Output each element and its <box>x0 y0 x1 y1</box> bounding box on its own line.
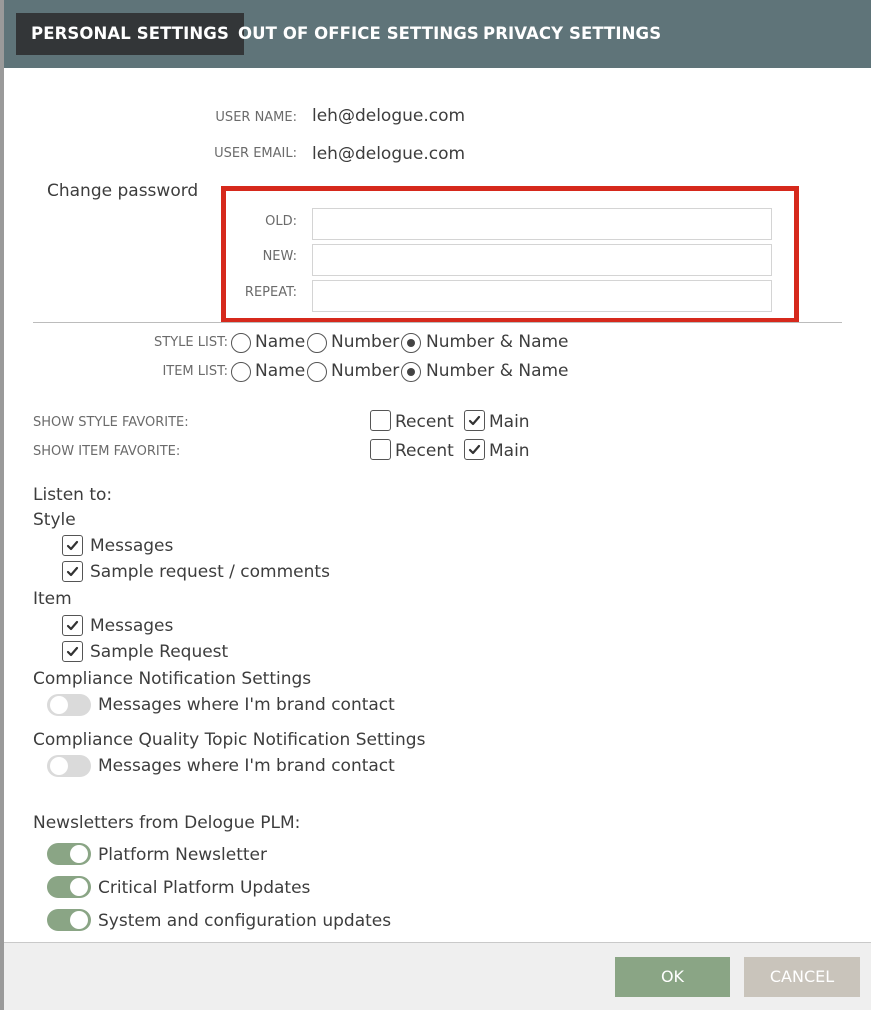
style-list-number-radio[interactable] <box>307 333 327 353</box>
section-divider <box>33 322 842 323</box>
show-item-favorite-label: SHOW ITEM FAVORITE: <box>33 444 181 459</box>
newsletters-title: Newsletters from Delogue PLM: <box>33 813 301 833</box>
old-password-label: OLD: <box>265 214 297 229</box>
radio-selected-dot <box>407 339 415 347</box>
compliance-notification-title: Compliance Notification Settings <box>33 669 312 689</box>
checkmark-icon <box>66 539 79 552</box>
ok-button[interactable]: OK <box>615 957 730 997</box>
platform-newsletter-label: Platform Newsletter <box>98 845 267 865</box>
checkmark-icon <box>468 414 481 427</box>
toggle-knob <box>70 845 88 863</box>
system-configuration-updates-toggle[interactable] <box>47 909 91 931</box>
tab-privacy-settings[interactable]: PRIVACY SETTINGS <box>483 24 662 43</box>
style-list-name-radio[interactable] <box>231 333 251 353</box>
new-password-label: NEW: <box>262 249 297 264</box>
toggle-knob <box>50 696 68 714</box>
style-sample-request-checkbox[interactable] <box>62 561 83 582</box>
platform-newsletter-toggle[interactable] <box>47 843 91 865</box>
tab-personal-settings[interactable]: PERSONAL SETTINGS <box>16 13 244 55</box>
item-list-number-label: Number <box>331 361 400 381</box>
item-favorite-recent-label: Recent <box>395 441 454 461</box>
listen-style-title: Style <box>33 510 76 530</box>
style-sample-request-label: Sample request / comments <box>90 562 330 582</box>
cancel-button[interactable]: CANCEL <box>744 957 860 997</box>
style-favorite-recent-label: Recent <box>395 412 454 432</box>
style-list-number-name-label: Number & Name <box>426 332 569 352</box>
toggle-knob <box>70 878 88 896</box>
item-sample-request-checkbox[interactable] <box>62 641 83 662</box>
listen-to-title: Listen to: <box>33 485 113 505</box>
item-favorite-main-checkbox[interactable] <box>464 439 485 460</box>
show-style-favorite-label: SHOW STYLE FAVORITE: <box>33 415 189 430</box>
dialog-footer <box>4 942 871 1010</box>
style-list-name-label: Name <box>255 332 306 352</box>
style-favorite-recent-checkbox[interactable] <box>370 410 391 431</box>
compliance-brand-contact-label: Messages where I'm brand contact <box>98 695 395 715</box>
compliance-quality-title: Compliance Quality Topic Notification Settings <box>33 730 426 750</box>
style-favorite-main-label: Main <box>489 412 530 432</box>
repeat-password-label: REPEAT: <box>244 285 297 300</box>
user-name-value: leh@delogue.com <box>312 106 466 126</box>
item-list-number-radio[interactable] <box>307 362 327 382</box>
style-messages-checkbox[interactable] <box>62 535 83 556</box>
checkmark-icon <box>468 443 481 456</box>
settings-dialog <box>4 0 871 1010</box>
system-configuration-updates-label: System and configuration updates <box>98 911 392 931</box>
toggle-knob <box>70 911 88 929</box>
tab-out-of-office-settings[interactable]: OUT OF OFFICE SETTINGS <box>238 24 479 43</box>
checkmark-icon <box>66 645 79 658</box>
compliance-quality-brand-contact-toggle[interactable] <box>47 755 91 777</box>
change-password-title: Change password <box>47 181 199 201</box>
checkmark-icon <box>66 565 79 578</box>
style-list-number-name-radio[interactable] <box>401 333 421 353</box>
user-email-value: leh@delogue.com <box>312 144 466 164</box>
compliance-brand-contact-toggle[interactable] <box>47 694 91 716</box>
listen-item-title: Item <box>33 589 72 609</box>
style-messages-label: Messages <box>90 536 174 556</box>
style-list-label: STYLE LIST: <box>154 335 228 350</box>
critical-platform-updates-label: Critical Platform Updates <box>98 878 311 898</box>
checkmark-icon <box>66 619 79 632</box>
compliance-quality-brand-contact-label: Messages where I'm brand contact <box>98 756 395 776</box>
item-messages-label: Messages <box>90 616 174 636</box>
item-list-number-name-label: Number & Name <box>426 361 569 381</box>
user-email-label: USER EMAIL: <box>214 146 297 161</box>
style-favorite-main-checkbox[interactable] <box>464 410 485 431</box>
item-favorite-main-label: Main <box>489 441 530 461</box>
item-messages-checkbox[interactable] <box>62 615 83 636</box>
item-list-name-label: Name <box>255 361 306 381</box>
password-highlight-box <box>221 186 799 323</box>
item-list-label: ITEM LIST: <box>162 364 228 379</box>
user-name-label: USER NAME: <box>215 110 297 125</box>
item-sample-request-label: Sample Request <box>90 642 229 662</box>
toggle-knob <box>50 757 68 775</box>
tab-bar <box>4 0 871 68</box>
radio-selected-dot <box>407 368 415 376</box>
style-list-number-label: Number <box>331 332 400 352</box>
item-favorite-recent-checkbox[interactable] <box>370 439 391 460</box>
item-list-number-name-radio[interactable] <box>401 362 421 382</box>
critical-platform-updates-toggle[interactable] <box>47 876 91 898</box>
item-list-name-radio[interactable] <box>231 362 251 382</box>
